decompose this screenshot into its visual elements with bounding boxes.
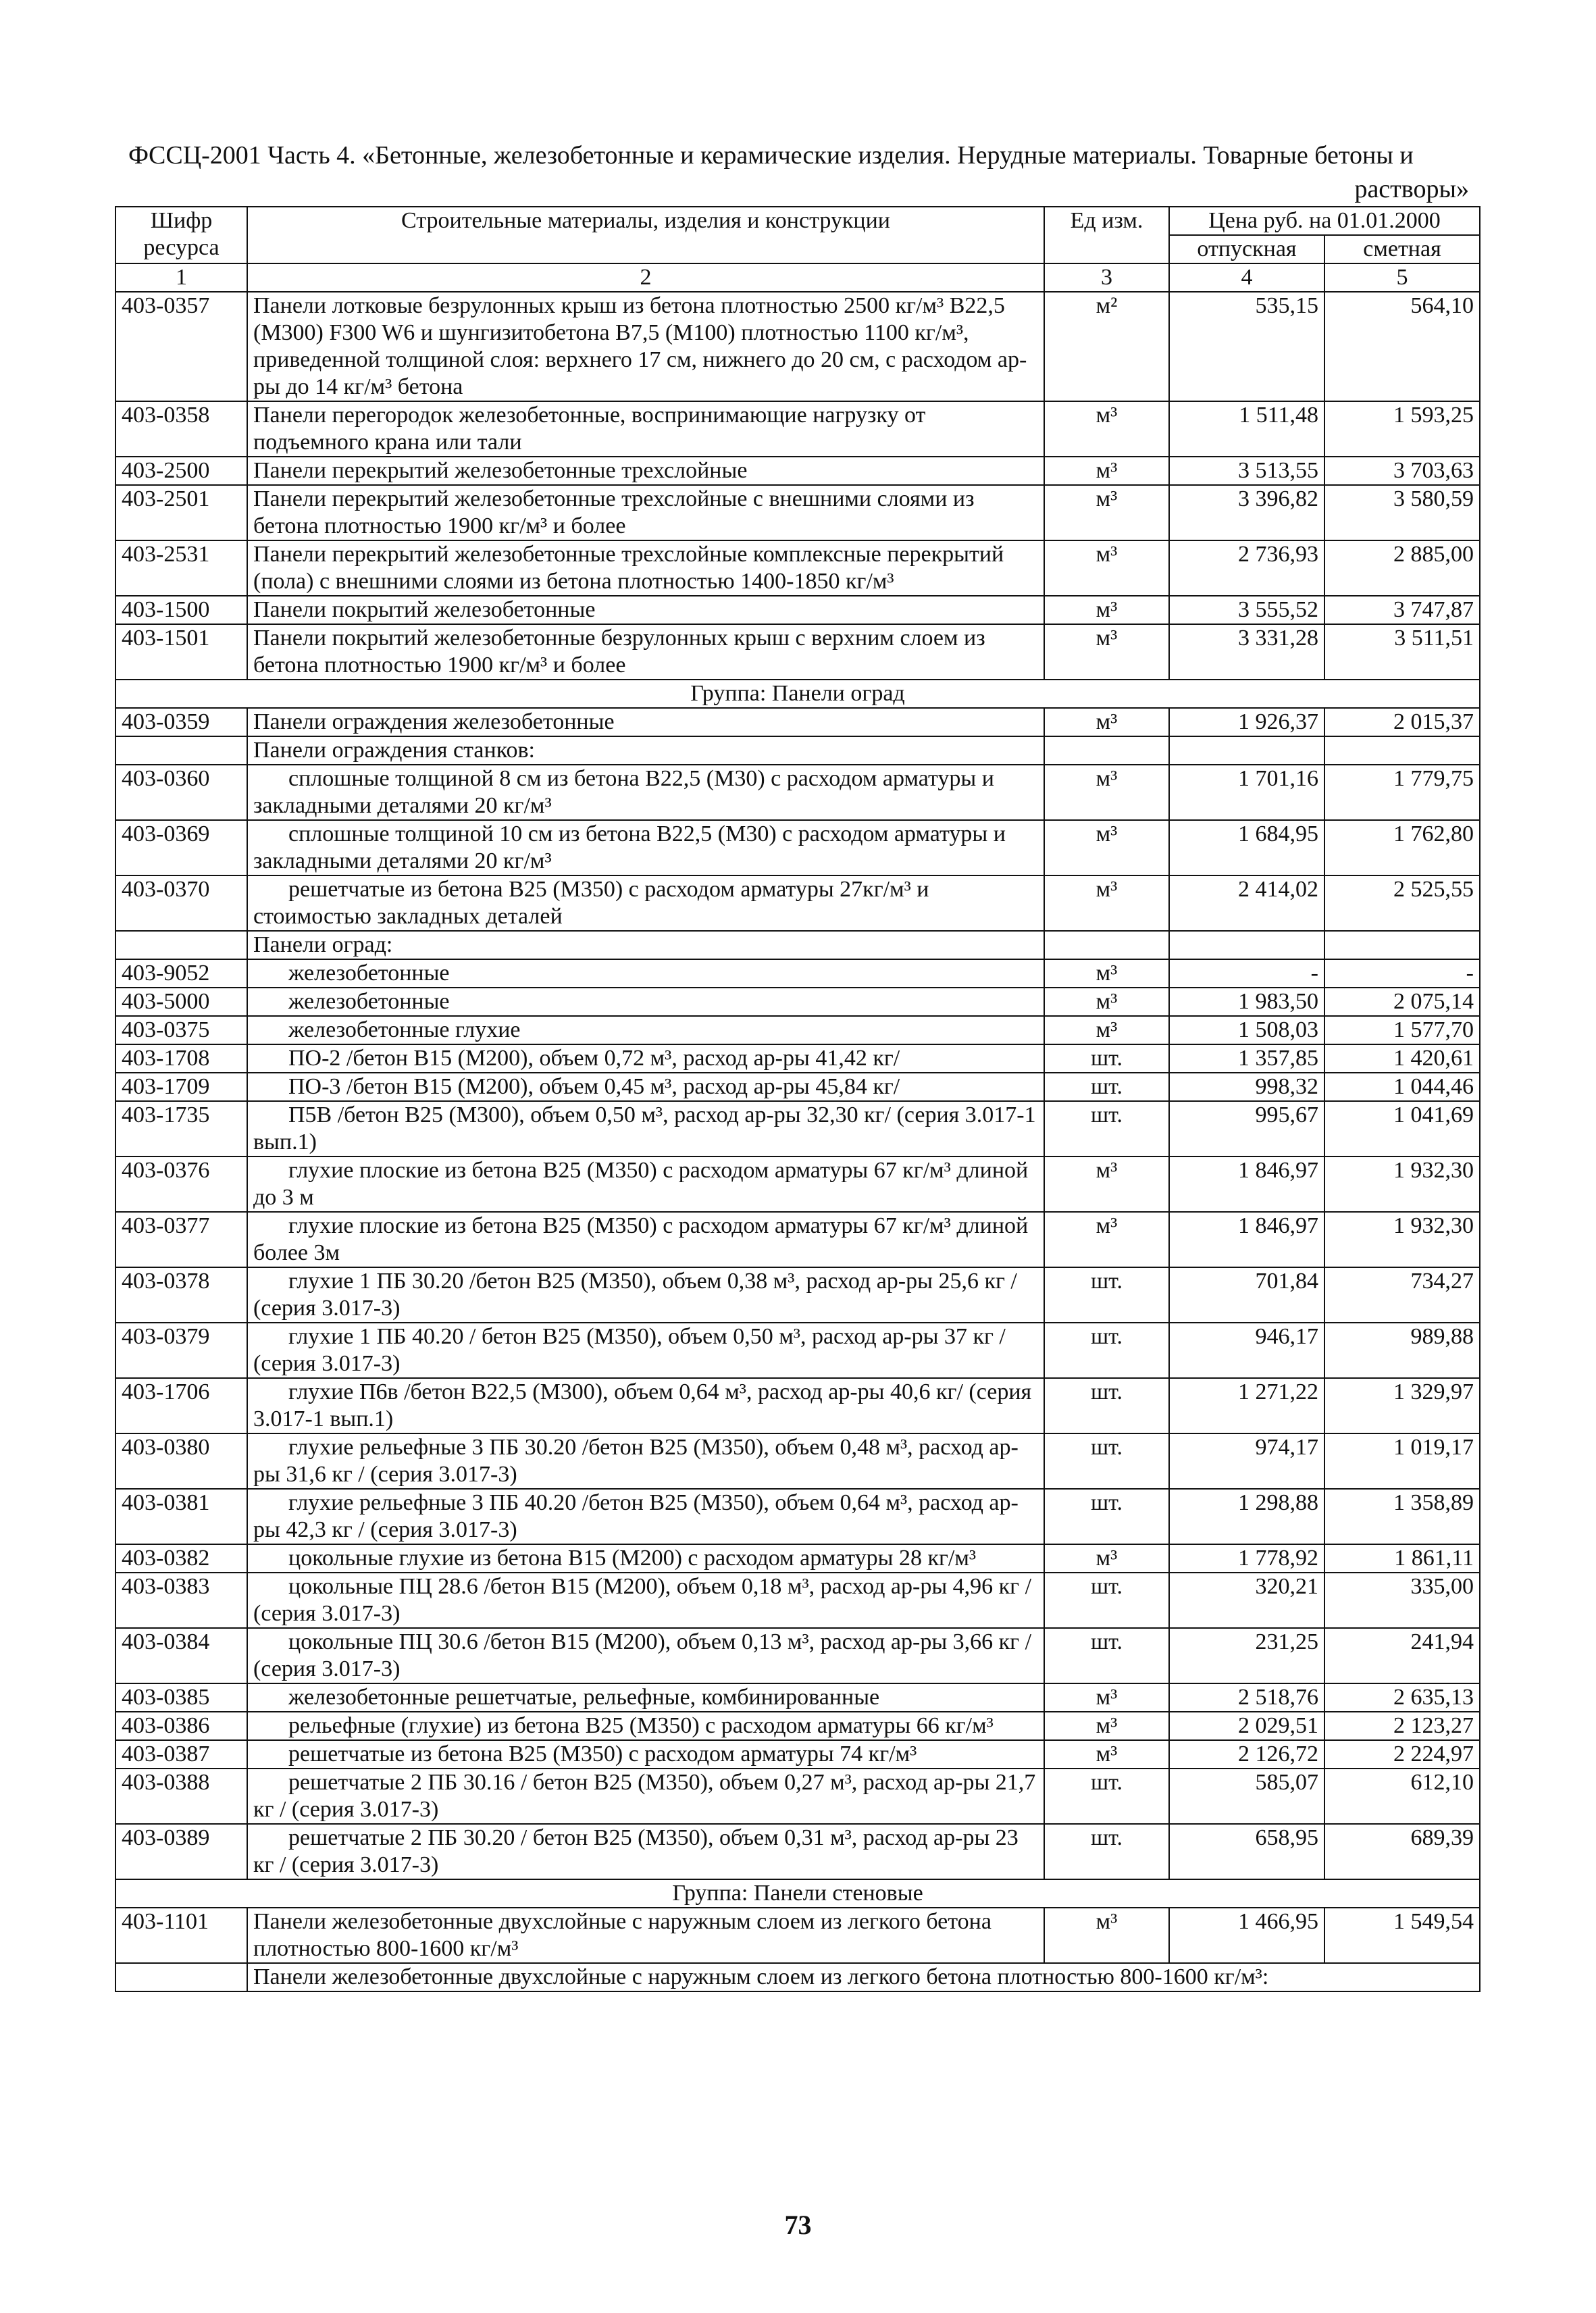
- table-row: [115, 457, 1480, 485]
- wide-note-row: [115, 1963, 1480, 1991]
- release-price: 2 736,93: [1169, 540, 1324, 596]
- resource-code: 403-0369: [115, 820, 247, 875]
- unit-of-measure: м³: [1044, 959, 1169, 988]
- description-text: решетчатые из бетона В25 (М350) с расходом арматуры 27кг/м³ и стоимостью закладных деталей: [253, 877, 929, 929]
- description-text: железобетонные: [288, 989, 450, 1014]
- description-text: глухие 1 ПБ 40.20 / бетон В25 (М350), объем 0,50 м³, расход ар-ры 37 кг / (серия 3.017-3): [253, 1324, 1006, 1376]
- estimate-price: 1 044,46: [1324, 1073, 1480, 1101]
- empty-cell: [1169, 736, 1324, 765]
- unit-of-measure: шт.: [1044, 1323, 1169, 1378]
- material-description: [247, 1212, 1044, 1267]
- unit-of-measure: м³: [1044, 708, 1169, 736]
- estimate-price: 1 041,69: [1324, 1101, 1480, 1156]
- material-description: [247, 457, 1044, 485]
- material-description: [247, 1267, 1044, 1323]
- unit-of-measure: м³: [1044, 401, 1169, 457]
- estimate-price: 2 123,27: [1324, 1712, 1480, 1740]
- table-row: [115, 988, 1480, 1016]
- resource-code: 403-1735: [115, 1101, 247, 1156]
- unit-of-measure: м³: [1044, 820, 1169, 875]
- table-row: [115, 292, 1480, 401]
- table-row: [115, 1323, 1480, 1378]
- resource-code: 403-0388: [115, 1769, 247, 1824]
- table-row: [115, 1573, 1480, 1628]
- empty-cell: [115, 931, 247, 959]
- material-description: [247, 765, 1044, 820]
- release-price: 1 357,85: [1169, 1044, 1324, 1073]
- estimate-price: 1 861,11: [1324, 1544, 1480, 1573]
- column-header-price-estimate: сметная: [1324, 235, 1480, 263]
- resource-code: 403-0376: [115, 1156, 247, 1212]
- resource-code: 403-0375: [115, 1016, 247, 1044]
- unit-of-measure: м³: [1044, 624, 1169, 680]
- unit-of-measure: м³: [1044, 540, 1169, 596]
- page-header: [128, 138, 1476, 206]
- release-price: 1 983,50: [1169, 988, 1324, 1016]
- unit-of-measure: шт.: [1044, 1824, 1169, 1879]
- estimate-price: 2 525,55: [1324, 875, 1480, 931]
- group-row: [115, 1879, 1480, 1908]
- table-row: [115, 1044, 1480, 1073]
- group-title: Группа: Панели оград: [115, 680, 1480, 708]
- release-price: 1 701,16: [1169, 765, 1324, 820]
- description-text: Панели покрытий железобетонные: [253, 597, 596, 622]
- material-description: [247, 1156, 1044, 1212]
- resource-code: 403-1101: [115, 1908, 247, 1963]
- release-price: 3 513,55: [1169, 457, 1324, 485]
- unit-of-measure: м³: [1044, 457, 1169, 485]
- material-description: [247, 1016, 1044, 1044]
- material-description: [247, 988, 1044, 1016]
- unit-of-measure: шт.: [1044, 1573, 1169, 1628]
- material-description: [247, 485, 1044, 540]
- description-text: цокольные ПЦ 30.6 /бетон В15 (М200), объем 0,13 м³, расход ар-ры 3,66 кг / (серия 3.017-3): [253, 1629, 1032, 1681]
- column-header-name: Строительные материалы, изделия и конструкции: [247, 207, 1044, 263]
- material-description: [247, 708, 1044, 736]
- table-row: [115, 1544, 1480, 1573]
- release-price: 658,95: [1169, 1824, 1324, 1879]
- table-row: [115, 1712, 1480, 1740]
- column-header-price-release: отпускная: [1169, 235, 1324, 263]
- material-description: [247, 1044, 1044, 1073]
- material-description: [247, 1712, 1044, 1740]
- column-number: 1: [115, 263, 247, 292]
- release-price: 974,17: [1169, 1433, 1324, 1489]
- estimate-price: 1 762,80: [1324, 820, 1480, 875]
- estimate-price: 989,88: [1324, 1323, 1480, 1378]
- release-price: 2 029,51: [1169, 1712, 1324, 1740]
- release-price: 231,25: [1169, 1628, 1324, 1683]
- resource-code: 403-0387: [115, 1740, 247, 1769]
- resource-code: 403-2531: [115, 540, 247, 596]
- release-price: 1 466,95: [1169, 1908, 1324, 1963]
- subheading-text: Панели оград:: [247, 931, 1044, 959]
- column-number: 5: [1324, 263, 1480, 292]
- empty-cell: [1324, 931, 1480, 959]
- group-title: Группа: Панели стеновые: [115, 1879, 1480, 1908]
- estimate-price: 612,10: [1324, 1769, 1480, 1824]
- release-price: 1 511,48: [1169, 401, 1324, 457]
- description-text: глухие 1 ПБ 30.20 /бетон В25 (М350), объем 0,38 м³, расход ар-ры 25,6 кг / (серия 3.017-3): [253, 1269, 1017, 1321]
- estimate-price: 2 635,13: [1324, 1683, 1480, 1712]
- resource-code: 403-0385: [115, 1683, 247, 1712]
- resource-code: 403-0381: [115, 1489, 247, 1544]
- resource-code: 403-1501: [115, 624, 247, 680]
- resource-code: 403-0380: [115, 1433, 247, 1489]
- estimate-price: 335,00: [1324, 1573, 1480, 1628]
- estimate-price: 2 885,00: [1324, 540, 1480, 596]
- resource-code: 403-0357: [115, 292, 247, 401]
- release-price: 1 298,88: [1169, 1489, 1324, 1544]
- column-number: 4: [1169, 263, 1324, 292]
- subheading-row: [115, 931, 1480, 959]
- resource-code: 403-5000: [115, 988, 247, 1016]
- unit-of-measure: м³: [1044, 875, 1169, 931]
- resource-code: 403-1706: [115, 1378, 247, 1433]
- estimate-price: 1 779,75: [1324, 765, 1480, 820]
- material-description: [247, 820, 1044, 875]
- material-description: [247, 1073, 1044, 1101]
- release-price: 946,17: [1169, 1323, 1324, 1378]
- column-header-price: Цена руб. на 01.01.2000: [1169, 207, 1480, 235]
- material-description: [247, 1323, 1044, 1378]
- table-row: [115, 1378, 1480, 1433]
- estimate-price: 1 019,17: [1324, 1433, 1480, 1489]
- resource-code: 403-9052: [115, 959, 247, 988]
- estimate-price: 2 075,14: [1324, 988, 1480, 1016]
- page-number: 73: [784, 2210, 812, 2240]
- material-description: [247, 1908, 1044, 1963]
- material-description: [247, 1628, 1044, 1683]
- description-text: решетчатые 2 ПБ 30.16 / бетон В25 (М350), объем 0,27 м³, расход ар-ры 21,7 кг / (серия 3.017-3): [253, 1770, 1036, 1822]
- table-row: [115, 401, 1480, 457]
- description-text: железобетонные: [288, 961, 450, 986]
- unit-of-measure: шт.: [1044, 1044, 1169, 1073]
- estimate-price: 1 577,70: [1324, 1016, 1480, 1044]
- empty-cell: [1169, 931, 1324, 959]
- description-text: цокольные ПЦ 28.6 /бетон В15 (М200), объем 0,18 м³, расход ар-ры 4,96 кг / (серия 3.017-3): [253, 1574, 1032, 1626]
- description-text: рельефные (глухие) из бетона В25 (М350) с расходом арматуры 66 кг/м³: [288, 1713, 994, 1738]
- unit-of-measure: м³: [1044, 485, 1169, 540]
- release-price: 1 926,37: [1169, 708, 1324, 736]
- release-price: 701,84: [1169, 1267, 1324, 1323]
- table-body: [115, 292, 1480, 1991]
- material-description: [247, 1433, 1044, 1489]
- release-price: 995,67: [1169, 1101, 1324, 1156]
- estimate-price: 1 420,61: [1324, 1044, 1480, 1073]
- column-header-unit: Ед изм.: [1044, 207, 1169, 263]
- resource-code: 403-0384: [115, 1628, 247, 1683]
- table-row: [115, 485, 1480, 540]
- resource-code: 403-0358: [115, 401, 247, 457]
- release-price: 3 331,28: [1169, 624, 1324, 680]
- description-text: Панели перекрытий железобетонные трехслойные: [253, 458, 748, 483]
- group-row: [115, 680, 1480, 708]
- description-text: Панели лотковые безрулонных крыш из бетона плотностью 2500 кг/м³ В22,5 (М300) F300 W6 и шунгизитобетона В7,5 (М100) плотностью 1100 кг/м³, приведенной толщиной слоя: верхнего 17 см, нижнего до 20 см, с расходом ар-ры до 14 кг/м³ бетона: [253, 293, 1027, 399]
- estimate-price: 1 329,97: [1324, 1378, 1480, 1433]
- resource-code: 403-0370: [115, 875, 247, 931]
- table-row: [115, 1267, 1480, 1323]
- unit-of-measure: м³: [1044, 1212, 1169, 1267]
- table-row: [115, 1016, 1480, 1044]
- material-description: [247, 401, 1044, 457]
- release-price: 1 684,95: [1169, 820, 1324, 875]
- description-text: Панели перегородок железобетонные, воспринимающие нагрузку от подъемного крана или тали: [253, 403, 926, 455]
- material-description: [247, 540, 1044, 596]
- release-price: 2 126,72: [1169, 1740, 1324, 1769]
- material-description: [247, 1489, 1044, 1544]
- unit-of-measure: м³: [1044, 1016, 1169, 1044]
- table-row: [115, 708, 1480, 736]
- release-price: 2 414,02: [1169, 875, 1324, 931]
- description-text: Панели перекрытий железобетонные трехслойные с внешними слоями из бетона плотностью 1900 кг/м³ и более: [253, 486, 975, 538]
- empty-cell: [1324, 736, 1480, 765]
- price-table: [115, 206, 1481, 1992]
- estimate-price: 3 580,59: [1324, 485, 1480, 540]
- resource-code: 403-2500: [115, 457, 247, 485]
- table-row: [115, 1156, 1480, 1212]
- release-price: 585,07: [1169, 1769, 1324, 1824]
- table-row: [115, 959, 1480, 988]
- unit-of-measure: м³: [1044, 1712, 1169, 1740]
- unit-of-measure: м³: [1044, 1740, 1169, 1769]
- material-description: [247, 596, 1044, 624]
- material-description: [247, 959, 1044, 988]
- release-price: 1 508,03: [1169, 1016, 1324, 1044]
- resource-code: 403-0389: [115, 1824, 247, 1879]
- estimate-price: -: [1324, 959, 1480, 988]
- unit-of-measure: шт.: [1044, 1073, 1169, 1101]
- description-text: сплошные толщиной 10 см из бетона В22,5 (М30) с расходом арматуры и закладными деталями 20 кг/м³: [253, 821, 1006, 873]
- table-row: [115, 1212, 1480, 1267]
- estimate-price: 2 224,97: [1324, 1740, 1480, 1769]
- release-price: 1 846,97: [1169, 1212, 1324, 1267]
- table-row: [115, 1101, 1480, 1156]
- description-text: глухие рельефные 3 ПБ 30.20 /бетон В25 (М350), объем 0,48 м³, расход ар-ры 31,6 кг / (серия 3.017-3): [253, 1435, 1019, 1487]
- material-description: [247, 1683, 1044, 1712]
- table-row: [115, 1433, 1480, 1489]
- table-header: [115, 207, 1480, 292]
- unit-of-measure: м³: [1044, 1156, 1169, 1212]
- table-row: [115, 765, 1480, 820]
- description-text: глухие плоские из бетона В25 (М350) с расходом арматуры 67 кг/м³ длиной до 3 м: [253, 1158, 1029, 1210]
- resource-code: 403-0378: [115, 1267, 247, 1323]
- table-row: [115, 1073, 1480, 1101]
- unit-of-measure: шт.: [1044, 1378, 1169, 1433]
- table-row: [115, 1628, 1480, 1683]
- unit-of-measure: шт.: [1044, 1489, 1169, 1544]
- empty-cell: [1044, 931, 1169, 959]
- table-row: [115, 624, 1480, 680]
- description-text: Панели ограждения железобетонные: [253, 709, 615, 734]
- empty-cell: [115, 736, 247, 765]
- unit-of-measure: м³: [1044, 596, 1169, 624]
- description-text: П5В /бетон В25 (М300), объем 0,50 м³, расход ар-ры 32,30 кг/ (серия 3.017-1 вып.1): [253, 1102, 1036, 1154]
- column-header-code: Шифр ресурса: [115, 207, 247, 263]
- description-text: ПО-3 /бетон В15 (М200), объем 0,45 м³, расход ар-ры 45,84 кг/: [288, 1074, 900, 1099]
- description-text: глухие плоские из бетона В25 (М350) с расходом арматуры 67 кг/м³ длиной более 3м: [253, 1213, 1029, 1265]
- resource-code: 403-2501: [115, 485, 247, 540]
- release-price: 535,15: [1169, 292, 1324, 401]
- description-text: глухие П6в /бетон В22,5 (М300), объем 0,64 м³, расход ар-ры 40,6 кг/ (серия 3.017-1 вып.1): [253, 1379, 1032, 1431]
- header-line-2: растворы»: [1354, 175, 1469, 203]
- estimate-price: 1 358,89: [1324, 1489, 1480, 1544]
- table-row: [115, 1683, 1480, 1712]
- unit-of-measure: шт.: [1044, 1101, 1169, 1156]
- material-description: [247, 1769, 1044, 1824]
- release-price: 320,21: [1169, 1573, 1324, 1628]
- table-row: [115, 1824, 1480, 1879]
- resource-code: 403-0386: [115, 1712, 247, 1740]
- estimate-price: 241,94: [1324, 1628, 1480, 1683]
- resource-code: 403-0379: [115, 1323, 247, 1378]
- column-number: 3: [1044, 263, 1169, 292]
- release-price: 3 396,82: [1169, 485, 1324, 540]
- estimate-price: 1 932,30: [1324, 1212, 1480, 1267]
- unit-of-measure: м³: [1044, 988, 1169, 1016]
- material-description: [247, 1544, 1044, 1573]
- unit-of-measure: м³: [1044, 1683, 1169, 1712]
- estimate-price: 1 549,54: [1324, 1908, 1480, 1963]
- material-description: [247, 1824, 1044, 1879]
- estimate-price: 3 747,87: [1324, 596, 1480, 624]
- description-text: решетчатые 2 ПБ 30.20 / бетон В25 (М350), объем 0,31 м³, расход ар-ры 23 кг / (серия 3.017-3): [253, 1825, 1019, 1877]
- unit-of-measure: шт.: [1044, 1267, 1169, 1323]
- resource-code: 403-1709: [115, 1073, 247, 1101]
- release-price: 1 846,97: [1169, 1156, 1324, 1212]
- material-description: [247, 292, 1044, 401]
- resource-code: 403-1708: [115, 1044, 247, 1073]
- column-number: 2: [247, 263, 1044, 292]
- description-text: Панели перекрытий железобетонные трехслойные комплексные перекрытий (пола) с внешними слоями из бетона плотностью 1400-1850 кг/м³: [253, 542, 1004, 594]
- description-text: Панели покрытий железобетонные безрулонных крыш с верхним слоем из бетона плотностью 1900 кг/м³ и более: [253, 626, 985, 678]
- description-text: железобетонные решетчатые, рельефные, комбинированные: [288, 1685, 880, 1710]
- release-price: 3 555,52: [1169, 596, 1324, 624]
- material-description: [247, 624, 1044, 680]
- release-price: 1 778,92: [1169, 1544, 1324, 1573]
- release-price: -: [1169, 959, 1324, 988]
- unit-of-measure: м³: [1044, 1908, 1169, 1963]
- estimate-price: 3 703,63: [1324, 457, 1480, 485]
- resource-code: 403-0359: [115, 708, 247, 736]
- unit-of-measure: шт.: [1044, 1628, 1169, 1683]
- resource-code: 403-1500: [115, 596, 247, 624]
- unit-of-measure: м³: [1044, 1544, 1169, 1573]
- description-text: глухие рельефные 3 ПБ 40.20 /бетон В25 (М350), объем 0,64 м³, расход ар-ры 42,3 кг / (серия 3.017-3): [253, 1490, 1019, 1542]
- table-row: [115, 820, 1480, 875]
- material-description: [247, 1378, 1044, 1433]
- subheading-text: Панели ограждения станков:: [247, 736, 1044, 765]
- table-row: [115, 1769, 1480, 1824]
- subheading-row: [115, 736, 1480, 765]
- unit-of-measure: м³: [1044, 765, 1169, 820]
- estimate-price: 689,39: [1324, 1824, 1480, 1879]
- estimate-price: 2 015,37: [1324, 708, 1480, 736]
- resource-code: 403-0360: [115, 765, 247, 820]
- table-row: [115, 1489, 1480, 1544]
- release-price: 998,32: [1169, 1073, 1324, 1101]
- description-text: цокольные глухие из бетона В15 (М200) с расходом арматуры 28 кг/м³: [288, 1546, 977, 1571]
- resource-code: 403-0383: [115, 1573, 247, 1628]
- header-line-1: ФССЦ-2001 Часть 4. «Бетонные, железобетонные и керамические изделия. Нерудные материалы. Товарные бетоны и: [128, 141, 1414, 170]
- estimate-price: 1 593,25: [1324, 401, 1480, 457]
- estimate-price: 1 932,30: [1324, 1156, 1480, 1212]
- unit-of-measure: м²: [1044, 292, 1169, 401]
- resource-code: 403-0377: [115, 1212, 247, 1267]
- table-row: [115, 875, 1480, 931]
- estimate-price: 564,10: [1324, 292, 1480, 401]
- estimate-price: 734,27: [1324, 1267, 1480, 1323]
- description-text: ПО-2 /бетон В15 (М200), объем 0,72 м³, расход ар-ры 41,42 кг/: [288, 1046, 900, 1071]
- empty-cell: [115, 1963, 247, 1991]
- description-text: Панели железобетонные двухслойные с наружным слоем из легкого бетона плотностью 800-1600 кг/м³: [253, 1909, 992, 1961]
- unit-of-measure: шт.: [1044, 1769, 1169, 1824]
- material-description: [247, 875, 1044, 931]
- estimate-price: 3 511,51: [1324, 624, 1480, 680]
- unit-of-measure: шт.: [1044, 1433, 1169, 1489]
- material-description: [247, 1740, 1044, 1769]
- release-price: 1 271,22: [1169, 1378, 1324, 1433]
- release-price: 2 518,76: [1169, 1683, 1324, 1712]
- description-text: железобетонные глухие: [288, 1017, 521, 1042]
- resource-code: 403-0382: [115, 1544, 247, 1573]
- material-description: [247, 1101, 1044, 1156]
- description-text: решетчатые из бетона В25 (М350) с расходом арматуры 74 кг/м³: [288, 1742, 917, 1766]
- table-row: [115, 596, 1480, 624]
- description-text: сплошные толщиной 8 см из бетона В22,5 (М30) с расходом арматуры и закладными деталями 20 кг/м³: [253, 766, 994, 818]
- table-row: [115, 1908, 1480, 1963]
- material-description: [247, 1573, 1044, 1628]
- table-row: [115, 540, 1480, 596]
- empty-cell: [1044, 736, 1169, 765]
- wide-note-text: Панели железобетонные двухслойные с наружным слоем из легкого бетона плотностью 800-1600 кг/м³:: [247, 1963, 1480, 1991]
- table-row: [115, 1740, 1480, 1769]
